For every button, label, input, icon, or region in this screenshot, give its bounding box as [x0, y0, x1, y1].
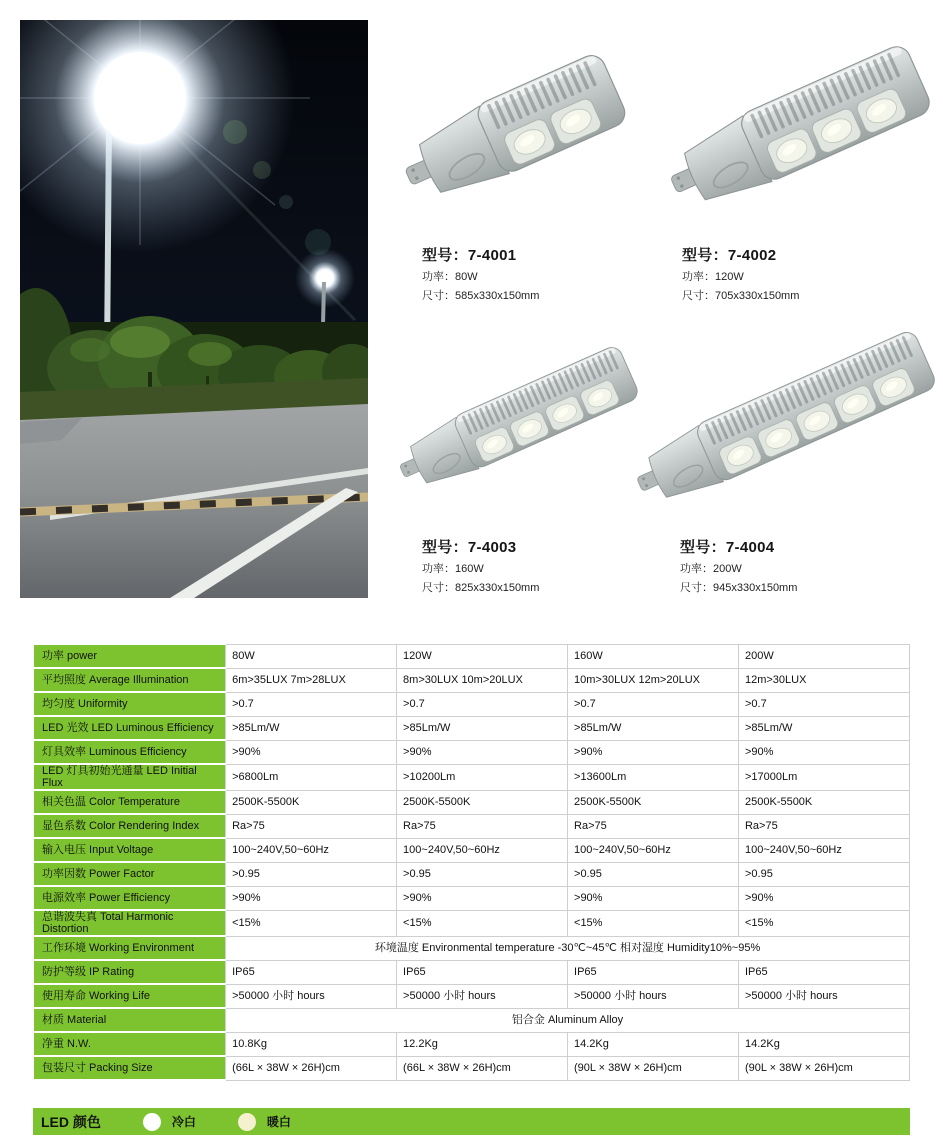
spec-value-cell: 200W	[738, 644, 909, 668]
table-row	[34, 936, 910, 960]
spec-value-cell: >90%	[397, 740, 568, 764]
product-info	[386, 244, 638, 303]
product-size: 尺寸：825x330x150mm	[422, 582, 540, 594]
product-power: 功率：160W	[422, 563, 484, 575]
table-row	[34, 984, 910, 1008]
product-size: 尺寸：945x330x150mm	[680, 582, 798, 594]
spec-value-cell: Ra>75	[397, 814, 568, 838]
spec-merged-cell: 环境温度 Environmental temperature -30℃~45℃ 相对湿度 Humidity10%~95%	[226, 936, 910, 960]
spec-value-cell: >90%	[397, 886, 568, 910]
product-card-1	[386, 22, 638, 303]
spec-value-cell: >6800Lm	[226, 764, 397, 790]
spec-value-cell: >90%	[568, 886, 739, 910]
spec-label-cell: 工作环境 Working Environment	[34, 936, 226, 960]
spec-value-cell: >50000 小时 hours	[568, 984, 739, 1008]
spec-label-cell: LED 灯具初始光通量 LED Initial Flux	[34, 764, 226, 790]
table-row	[34, 1008, 910, 1032]
product-model: 型号：7-4003	[422, 539, 517, 556]
spec-value-cell: >0.7	[226, 692, 397, 716]
spec-value-cell: 2500K-5500K	[568, 790, 739, 814]
street-lamp-image-5-modules	[616, 318, 940, 528]
spec-label-cell: 功率因数 Power Factor	[34, 862, 226, 886]
led-color-bar	[33, 1108, 910, 1135]
spec-label-cell: 净重 N.W.	[34, 1032, 226, 1056]
spec-value-cell: >90%	[226, 886, 397, 910]
spec-label-cell: 相关色温 Color Temperature	[34, 790, 226, 814]
spec-value-cell: >0.95	[738, 862, 909, 886]
spec-value-cell: >85Lm/W	[397, 716, 568, 740]
spec-label-cell: 显色系数 Color Rendering Index	[34, 814, 226, 838]
spec-value-cell: >13600Lm	[568, 764, 739, 790]
spec-value-cell: >0.7	[397, 692, 568, 716]
spec-label-cell: 总谐波失真 Total Harmonic Distortion	[34, 910, 226, 936]
spec-value-cell: 100~240V,50~60Hz	[568, 838, 739, 862]
spec-value-cell: >90%	[226, 740, 397, 764]
table-row	[34, 644, 910, 668]
spec-merged-cell: 铝合金 Aluminum Alloy	[226, 1008, 910, 1032]
product-card-2	[650, 22, 940, 303]
spec-value-cell: >50000 小时 hours	[738, 984, 909, 1008]
spec-table-body	[34, 644, 910, 1080]
spec-value-cell: IP65	[568, 960, 739, 984]
spec-label-cell: 电源效率 Power Efficiency	[34, 886, 226, 910]
spec-value-cell: >90%	[738, 740, 909, 764]
spec-value-cell: >0.95	[568, 862, 739, 886]
street-night-photo	[20, 20, 368, 598]
cool-white-swatch	[143, 1113, 161, 1131]
spec-value-cell: Ra>75	[568, 814, 739, 838]
spec-value-cell: (66L × 38W × 26H)cm	[226, 1056, 397, 1080]
spec-value-cell: >17000Lm	[738, 764, 909, 790]
spec-value-cell: >0.95	[226, 862, 397, 886]
street-light-core	[94, 52, 186, 144]
spec-value-cell: >50000 小时 hours	[226, 984, 397, 1008]
warm-white-swatch	[238, 1113, 256, 1131]
table-row	[34, 1032, 910, 1056]
spec-value-cell: >0.7	[568, 692, 739, 716]
table-row	[34, 764, 910, 790]
spec-label-cell: 材质 Material	[34, 1008, 226, 1032]
product-info	[616, 536, 940, 595]
spec-value-cell: 2500K-5500K	[397, 790, 568, 814]
spec-label-cell: 使用寿命 Working Life	[34, 984, 226, 1008]
spec-value-cell: 100~240V,50~60Hz	[397, 838, 568, 862]
spec-value-cell: 12.2Kg	[397, 1032, 568, 1056]
table-row	[34, 790, 910, 814]
spec-value-cell: 8m>30LUX 10m>20LUX	[397, 668, 568, 692]
spec-value-cell: Ra>75	[738, 814, 909, 838]
table-row	[34, 838, 910, 862]
street-lamp-image-3-modules	[650, 22, 940, 240]
spec-table	[33, 643, 910, 1081]
table-row	[34, 692, 910, 716]
spec-value-cell: >0.95	[397, 862, 568, 886]
product-power: 功率：200W	[680, 563, 742, 575]
spec-value-cell: 100~240V,50~60Hz	[738, 838, 909, 862]
warm-white-label: 暖白	[266, 1115, 291, 1129]
product-card-3	[382, 316, 644, 595]
spec-label-cell: 防护等级 IP Rating	[34, 960, 226, 984]
spec-value-cell: <15%	[397, 910, 568, 936]
spec-value-cell: >90%	[568, 740, 739, 764]
table-row	[34, 740, 910, 764]
spec-value-cell: 10.8Kg	[226, 1032, 397, 1056]
product-model: 型号：7-4004	[680, 539, 775, 556]
spec-value-cell: Ra>75	[226, 814, 397, 838]
spec-value-cell: 14.2Kg	[738, 1032, 909, 1056]
spec-value-cell: IP65	[738, 960, 909, 984]
spec-value-cell: 2500K-5500K	[226, 790, 397, 814]
spec-label-cell: 平均照度 Average Illumination	[34, 668, 226, 692]
led-color-option-warm	[238, 1113, 291, 1131]
table-row	[34, 960, 910, 984]
spec-value-cell: 100~240V,50~60Hz	[226, 838, 397, 862]
spec-label-cell: 灯具效率 Luminous Efficiency	[34, 740, 226, 764]
spec-value-cell: >85Lm/W	[568, 716, 739, 740]
cool-white-label: 冷白	[171, 1115, 196, 1129]
spec-value-cell: <15%	[738, 910, 909, 936]
spec-value-cell: 160W	[568, 644, 739, 668]
product-power: 功率：120W	[682, 271, 744, 283]
product-size: 尺寸：705x330x150mm	[682, 290, 800, 302]
product-info	[382, 536, 644, 595]
product-card-4	[616, 318, 940, 595]
spec-value-cell: 12m>30LUX	[738, 668, 909, 692]
product-model: 型号：7-4002	[682, 247, 777, 264]
spec-label-cell: 包装尺寸 Packing Size	[34, 1056, 226, 1080]
product-power: 功率：80W	[422, 271, 478, 283]
street-lamp-image-2-modules	[386, 22, 638, 240]
led-color-option-cool	[143, 1113, 196, 1131]
table-row	[34, 886, 910, 910]
spec-value-cell: <15%	[568, 910, 739, 936]
product-size: 尺寸：585x330x150mm	[422, 290, 540, 302]
product-model: 型号：7-4001	[422, 247, 517, 264]
spec-value-cell: (66L × 38W × 26H)cm	[397, 1056, 568, 1080]
spec-value-cell: >85Lm/W	[226, 716, 397, 740]
spec-value-cell: 14.2Kg	[568, 1032, 739, 1056]
spec-value-cell: 2500K-5500K	[738, 790, 909, 814]
spec-label-cell: 输入电压 Input Voltage	[34, 838, 226, 862]
spec-value-cell: IP65	[397, 960, 568, 984]
spec-value-cell: 10m>30LUX 12m>20LUX	[568, 668, 739, 692]
spec-value-cell: <15%	[226, 910, 397, 936]
spec-value-cell: (90L × 38W × 26H)cm	[568, 1056, 739, 1080]
spec-value-cell: >0.7	[738, 692, 909, 716]
table-row	[34, 668, 910, 692]
street-lamp-image-4-modules	[382, 316, 644, 528]
spec-value-cell: >50000 小时 hours	[397, 984, 568, 1008]
led-color-title: LED 颜色	[41, 1113, 101, 1130]
spec-value-cell: >10200Lm	[397, 764, 568, 790]
table-row	[34, 910, 910, 936]
table-row	[34, 814, 910, 838]
spec-value-cell: >85Lm/W	[738, 716, 909, 740]
spec-value-cell: >90%	[738, 886, 909, 910]
spec-value-cell: 80W	[226, 644, 397, 668]
spec-label-cell: 功率 power	[34, 644, 226, 668]
table-row	[34, 716, 910, 740]
table-row	[34, 1056, 910, 1080]
spec-value-cell: IP65	[226, 960, 397, 984]
spec-label-cell: 均匀度 Uniformity	[34, 692, 226, 716]
table-row	[34, 862, 910, 886]
spec-value-cell: 6m>35LUX 7m>28LUX	[226, 668, 397, 692]
spec-value-cell: 120W	[397, 644, 568, 668]
product-info	[650, 244, 940, 303]
spec-value-cell: (90L × 38W × 26H)cm	[738, 1056, 909, 1080]
spec-label-cell: LED 光效 LED Luminous Efficiency	[34, 716, 226, 740]
